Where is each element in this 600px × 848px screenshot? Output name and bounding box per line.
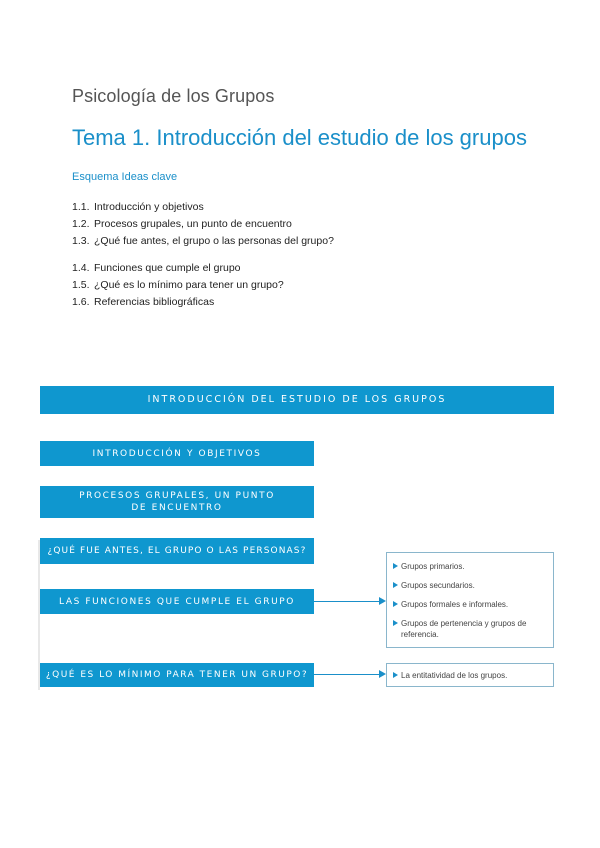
diagram-bar-functions	[40, 589, 314, 614]
functions-box	[386, 552, 554, 648]
toc-item-text: Funciones que cumple el grupo	[94, 262, 241, 274]
toc-item-number: 1.3.	[72, 235, 90, 247]
list-item	[393, 599, 545, 610]
bullet-triangle-icon	[393, 582, 398, 588]
diagram-bar-processes	[40, 486, 314, 518]
diagram-bar-origin	[40, 538, 314, 564]
diagram-bar-label: PROCESOS GRUPALES, UN PUNTO DE ENCUENTRO	[79, 491, 275, 513]
diagram-bar-intro	[40, 441, 314, 466]
toc-item-text: ¿Qué es lo mínimo para tener un grupo?	[94, 279, 284, 291]
toc-item-text: ¿Qué fue antes, el grupo o las personas del grupo?	[94, 235, 334, 247]
list-item-text: Grupos de pertenencia y grupos de referencia.	[401, 619, 527, 639]
diagram-bar-label: ¿QUÉ FUE ANTES, EL GRUPO O LAS PERSONAS?	[47, 546, 307, 556]
diagram-bar-label: LAS FUNCIONES QUE CUMPLE EL GRUPO	[59, 596, 295, 607]
connector-line	[314, 674, 380, 675]
diagram-bar-label: ¿QUÉ ES LO MÍNIMO PARA TENER UN GRUPO?	[45, 670, 309, 680]
schema-label: Esquema Ideas clave	[72, 171, 178, 183]
diagram-bar-label: INTRODUCCIÓN Y OBJETIVOS	[92, 448, 262, 459]
toc-item-number: 1.6.	[72, 296, 90, 308]
list-item-text: Grupos formales e informales.	[401, 600, 509, 609]
bullet-triangle-icon	[393, 563, 398, 569]
list-item	[393, 561, 545, 572]
toc-item-text: Procesos grupales, un punto de encuentro	[94, 218, 292, 230]
course-title: Psicología de los Grupos	[72, 86, 275, 106]
list-item	[393, 618, 545, 640]
toc-item-number: 1.1.	[72, 201, 90, 213]
bullet-triangle-icon	[393, 672, 398, 678]
toc-item-text: Referencias bibliográficas	[94, 296, 215, 308]
bullet-triangle-icon	[393, 620, 398, 626]
toc-item-text: Introducción y objetivos	[94, 201, 204, 213]
diagram-main-title	[40, 386, 554, 414]
list-item-text: Grupos primarios.	[401, 562, 465, 571]
toc-item-number: 1.5.	[72, 279, 90, 291]
diagram-main-title-text: INTRODUCCIÓN DEL ESTUDIO DE LOS GRUPOS	[147, 394, 447, 405]
list-item-text: La entitatividad de los grupos.	[401, 671, 508, 680]
diagram-bar-minimum	[40, 663, 314, 687]
arrow-right-icon	[379, 597, 386, 605]
bullet-triangle-icon	[393, 601, 398, 607]
toc-item-number: 1.2.	[72, 218, 90, 230]
topic-title: Tema 1. Introducción del estudio de los grupos	[72, 125, 527, 150]
list-item-text: Grupos secundarios.	[401, 581, 475, 590]
list-item	[393, 580, 545, 591]
minimum-box	[386, 663, 554, 687]
connector-line	[314, 601, 380, 602]
list-item	[393, 670, 545, 681]
toc-item-number: 1.4.	[72, 262, 90, 274]
arrow-right-icon	[379, 670, 386, 678]
